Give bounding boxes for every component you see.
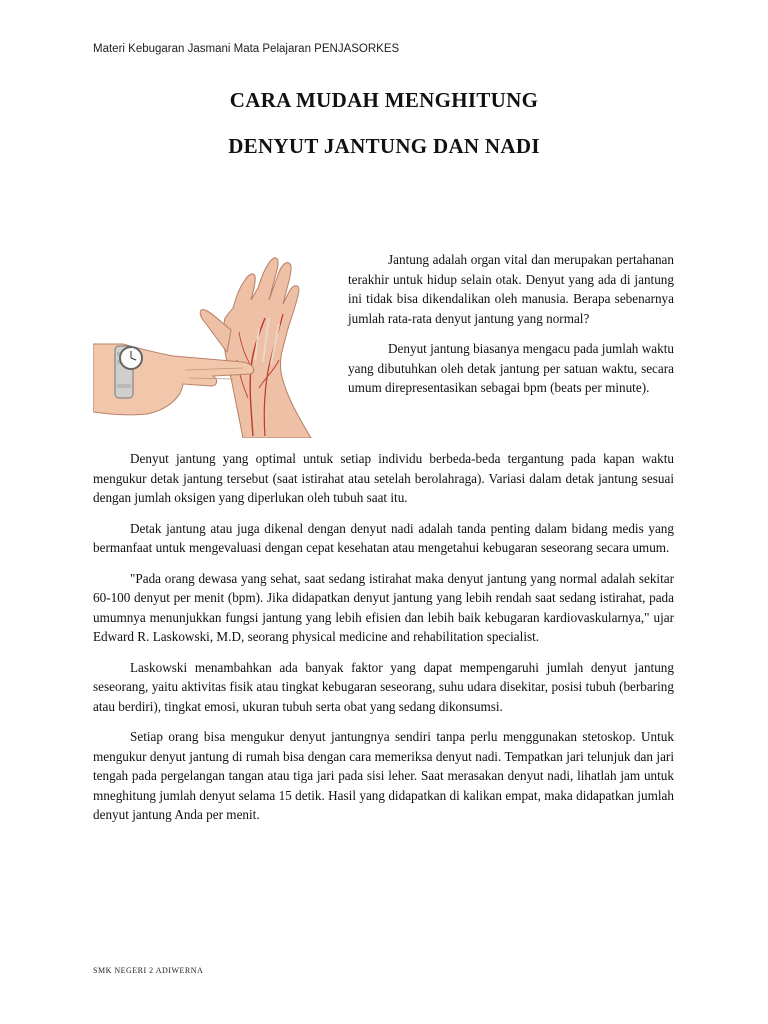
page-footer: SMK NEGERI 2 ADIWERNA [93, 966, 204, 975]
intro-side-text [348, 250, 674, 409]
body-paragraph: "Pada orang dewasa yang sehat, saat sedang istirahat maka denyut jantung yang normal adalah sekitar 60-100 denyut per menit (bpm). Jika didapatkan denyut jantung yang lebih rendah saat sedang istirahat, pada umumnya menunjukkan fungsi jantung yang lebih efisien dan lebih baik kebugaran kardiovaskularnya," ujar Edward R. Laskowski, M.D, seorang physical medicine and rehabilitation specialist. [93, 570, 674, 644]
side-paragraph: Jantung adalah organ vital dan merupakan pertahanan terakhir untuk hidup selain otak. Denyut yang ada di jantung ini tidak bisa dikendalikan oleh manusia. Berapa sebenarnya jumlah rata-rata denyut jantung yang normal? [348, 252, 674, 326]
wrist-pulse-illustration [93, 248, 338, 438]
body-text [93, 449, 674, 836]
title-line-2: DENYUT JANTUNG DAN NADI [228, 134, 540, 158]
body-paragraph: Denyut jantung yang optimal untuk setiap individu berbeda-beda tergantung pada kapan waktu mengukur detak jantung tersebut (saat istirahat atau setelah berolahraga). Variasi dalam detak jantung sesuai dengan jumlah oksigen yang diperlukan oleh tubuh saat itu. [93, 451, 674, 505]
body-paragraph: Detak jantung atau juga dikenal dengan denyut nadi adalah tanda penting dalam bidang medis yang bermanfaat untuk mengevaluasi dengan cepat kesehatan atau mengetahui kebugaran seseorang secara umum. [93, 520, 674, 555]
side-paragraph: Denyut jantung biasanya mengacu pada jumlah waktu yang dibutuhkan oleh detak jantung per satuan waktu, secara umum direpresentasikan sebagai bpm (beats per minute). [348, 341, 674, 395]
title-line-1: CARA MUDAH MENGHITUNG [229, 88, 539, 112]
body-paragraph: Laskowski menambahkan ada banyak faktor yang dapat mempengaruhi jumlah denyut jantung seseorang, yaitu aktivitas fisik atau tingkat kebugaran seseorang, suhu udara disekitar, posisi tubuh (berbaring atau berdiri), tingkat emosi, ukuran tubuh serta obat yang sedang dikonsumsi. [93, 659, 674, 714]
page-header: Materi Kebugaran Jasmani Mata Pelajaran PENJASORKES [93, 43, 400, 55]
body-paragraph: Setiap orang bisa mengukur denyut jantungnya sendiri tanpa perlu menggunakan stetoskop. Untuk mengukur denyut jantung di rumah bisa dengan cara memeriksa denyut nadi. Tempatkan jari telunjuk dan jari tengah pada pergelangan tangan atau tiga jari pada sisi leher. Saat merasakan denyut nadi, lihatlah jam untuk mneghitung jumlah denyut selama 15 detik. Hasil yang didapatkan di kalikan empat, maka didapatkan jumlah denyut jantung Anda per menit. [93, 729, 674, 822]
